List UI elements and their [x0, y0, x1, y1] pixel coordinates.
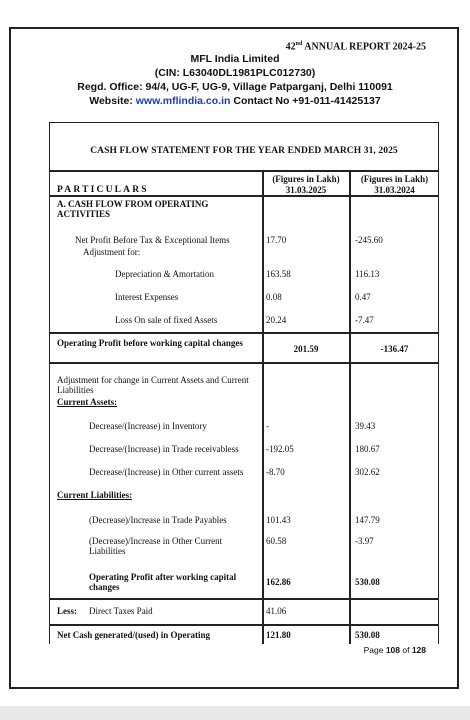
op-after-wc-label: Operating Profit after working capital changes [89, 572, 237, 592]
page-prefix: Page [363, 645, 386, 655]
current-liabilities-heading: Current Liabilities: [57, 490, 133, 500]
net-profit-label: Net Profit Before Tax & Exceptional Items [75, 235, 230, 245]
loss-sale-2025: 20.24 [266, 315, 287, 325]
company-cin: (CIN: L63040DL1981PLC012730) [154, 67, 316, 79]
column-header-2025-unit: (Figures in Lakh) [272, 174, 340, 184]
website-label: Website: [89, 95, 136, 107]
rule-after-op-profit [49, 362, 439, 364]
rule-before-net-cash [49, 624, 439, 626]
net-cash-2025: 121.80 [266, 630, 291, 640]
trade-payables-2024: 147.79 [355, 515, 380, 525]
other-current-assets-2025: -8.70 [266, 467, 285, 477]
net-profit-2025: 17.70 [266, 235, 287, 245]
loss-sale-label: Loss On sale of fixed Assets [115, 315, 218, 325]
net-profit-2024: -245.60 [355, 235, 383, 245]
op-before-wc-2025: 201.59 [293, 344, 319, 354]
page-number [364, 645, 426, 655]
depreciation-2024: 116.13 [355, 269, 380, 279]
other-current-assets-2024: 302.62 [355, 467, 380, 477]
direct-taxes-label: Direct Taxes Paid [89, 606, 153, 616]
report-number: 42 [285, 41, 296, 53]
interest-2024: 0.47 [355, 292, 371, 302]
page-of: of [400, 645, 412, 655]
adjustment-change-label: Adjustment for change in Current Assets and Current Liabilities [57, 375, 249, 395]
header-bottom-rule [49, 195, 439, 197]
inventory-2025: - [266, 421, 269, 431]
direct-taxes-2025: 41.06 [266, 606, 287, 616]
depreciation-label: Depreciation & Amortation [115, 269, 214, 279]
trade-receivables-2025: -192.05 [266, 444, 294, 454]
website-contact-line [0, 95, 470, 107]
op-after-wc-2025: 162.86 [266, 577, 291, 587]
contact-number: Contact No +91-011-41425137 [230, 95, 381, 107]
column-header-2024-unit: (Figures in Lakh) [360, 174, 429, 184]
page-bottom-shadow [0, 706, 470, 720]
depreciation-2025: 163.58 [266, 269, 291, 279]
report-suffix: nd [295, 41, 303, 47]
header-top-rule [49, 170, 439, 172]
loss-sale-2024: -7.47 [355, 315, 374, 325]
other-current-liabilities-2024: -3.97 [355, 536, 374, 546]
column-divider-1 [262, 170, 264, 644]
rule-before-taxes [49, 598, 439, 600]
report-title: ANNUAL REPORT 2024-25 [304, 41, 426, 53]
current-assets-heading: Current Assets: [57, 397, 118, 407]
trade-payables-label: (Decrease)/Increase in Trade Payables [89, 515, 227, 525]
interest-label: Interest Expenses [115, 292, 179, 302]
rule-before-op-profit [49, 332, 439, 334]
registered-office: Regd. Office: 94/4, UG-F, UG-9, Village Patparganj, Delhi 110091 [77, 81, 393, 93]
op-after-wc-2024: 530.08 [355, 577, 380, 587]
other-current-assets-label: Decrease/(Increase) in Other current assets [89, 467, 244, 477]
column-header-2024-date: 31.03.2024 [374, 185, 415, 195]
net-cash-2024: 530.08 [355, 630, 380, 640]
report-tag [286, 41, 426, 52]
website-link[interactable]: www.mflindia.co.in [135, 95, 231, 107]
column-header-particulars: PARTICULARS [57, 185, 149, 195]
net-cash-label: Net Cash generated/(used) in Operating [57, 630, 210, 640]
interest-2025: 0.08 [266, 292, 282, 302]
page-total: 128 [411, 645, 426, 655]
less-label: Less: [57, 606, 77, 616]
section-a-heading: A. CASH FLOW FROM OPERATING ACTIVITIES [57, 199, 209, 219]
column-header-2025-date: 31.03.2025 [285, 185, 327, 195]
trade-payables-2025: 101.43 [266, 515, 291, 525]
trade-receivables-2024: 180.67 [355, 444, 380, 454]
page-current: 108 [385, 645, 400, 655]
op-before-wc-2024: -136.47 [380, 344, 409, 354]
trade-receivables-label: Decrease/(Increase) in Trade receivabless [89, 444, 239, 454]
column-divider-2 [349, 170, 351, 644]
other-current-liabilities-label: (Decrease)/Increase in Other Current Liabilities [89, 536, 223, 556]
adjustment-for-label: Adjustment for: [83, 247, 141, 257]
inventory-2024: 39.43 [355, 421, 376, 431]
statement-title: CASH FLOW STATEMENT FOR THE YEAR ENDED MARCH 31, 2025 [90, 146, 398, 156]
inventory-label: Decrease/(Increase) in Inventory [89, 421, 207, 431]
other-current-liabilities-2025: 60.58 [266, 536, 287, 546]
company-name: MFL India Limited [190, 53, 280, 65]
op-before-wc-label: Operating Profit before working capital changes [57, 338, 243, 348]
